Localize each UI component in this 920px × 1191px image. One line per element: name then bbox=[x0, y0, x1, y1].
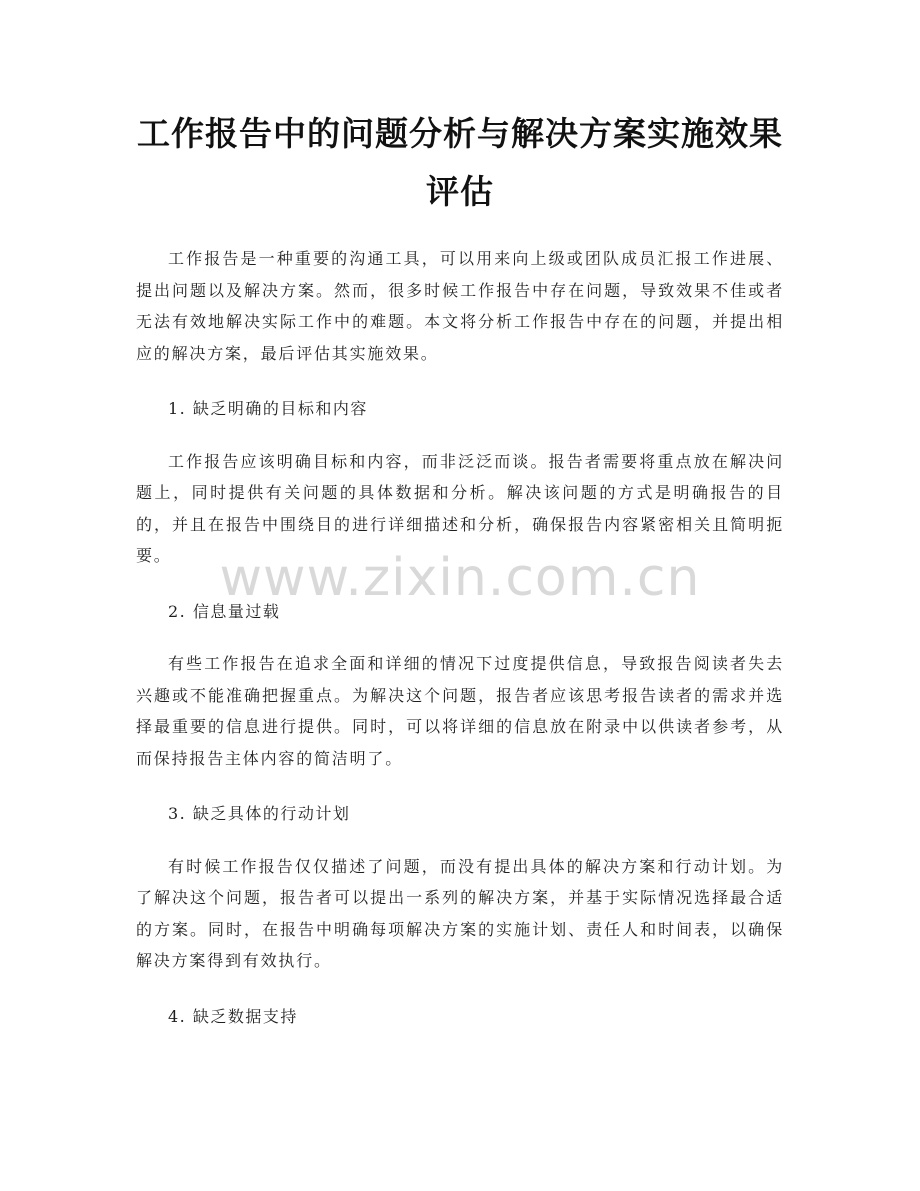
section-heading-4: 4. 缺乏数据支持 bbox=[168, 1006, 298, 1026]
document-title: 工作报告中的问题分析与解决方案实施效果评估 bbox=[137, 114, 783, 211]
section-heading-2: 2. 信息量过载 bbox=[168, 601, 281, 621]
section-paragraph-3: 有时候工作报告仅仅描述了问题，而没有提出具体的解决方案和行动计划。为了解决这个问题，报告者可以提出一系列的解决方案，并基于实际情况选择最合适的方案。同时，在报告中明确每项解决方案的实施计划、责任人和时间表，以确保解决方案得到有效执行。 bbox=[136, 856, 784, 970]
section-heading-3: 3. 缺乏具体的行动计划 bbox=[168, 804, 351, 823]
section-paragraph-1: 工作报告应该明确目标和内容，而非泛泛而谈。报告者需要将重点放在解决问题上，同时提供有关问题的具体数据和分析。解决该问题的方式是明确报告的目的，并且在报告中围绕目的进行详细描述和分析，确保报告内容紧密相关且简明扼要。 bbox=[136, 451, 784, 565]
document-body bbox=[136, 243, 784, 1032]
section-paragraph-2: 有些工作报告在追求全面和详细的情况下过度提供信息，导致报告阅读者失去兴趣或不能准确把握重点。为解决这个问题，报告者应该思考报告读者的需求并选择最重要的信息进行提供。同时，可以将详细的信息放在附录中以供读者参考，从而保持报告主体内容的简洁明了。 bbox=[136, 654, 784, 768]
section-heading-1: 1. 缺乏明确的目标和内容 bbox=[168, 399, 368, 418]
watermark: www.zixin.com.cn bbox=[219, 548, 701, 608]
intro-paragraph: 工作报告是一种重要的沟通工具，可以用来向上级或团队成员汇报工作进展、提出问题以及解决方案。然而，很多时候工作报告中存在问题，导致效果不佳或者无法有效地解决实际工作中的难题。本文将分析工作报告中存在的问题，并提出相应的解决方案，最后评估其实施效果。 bbox=[136, 249, 784, 363]
